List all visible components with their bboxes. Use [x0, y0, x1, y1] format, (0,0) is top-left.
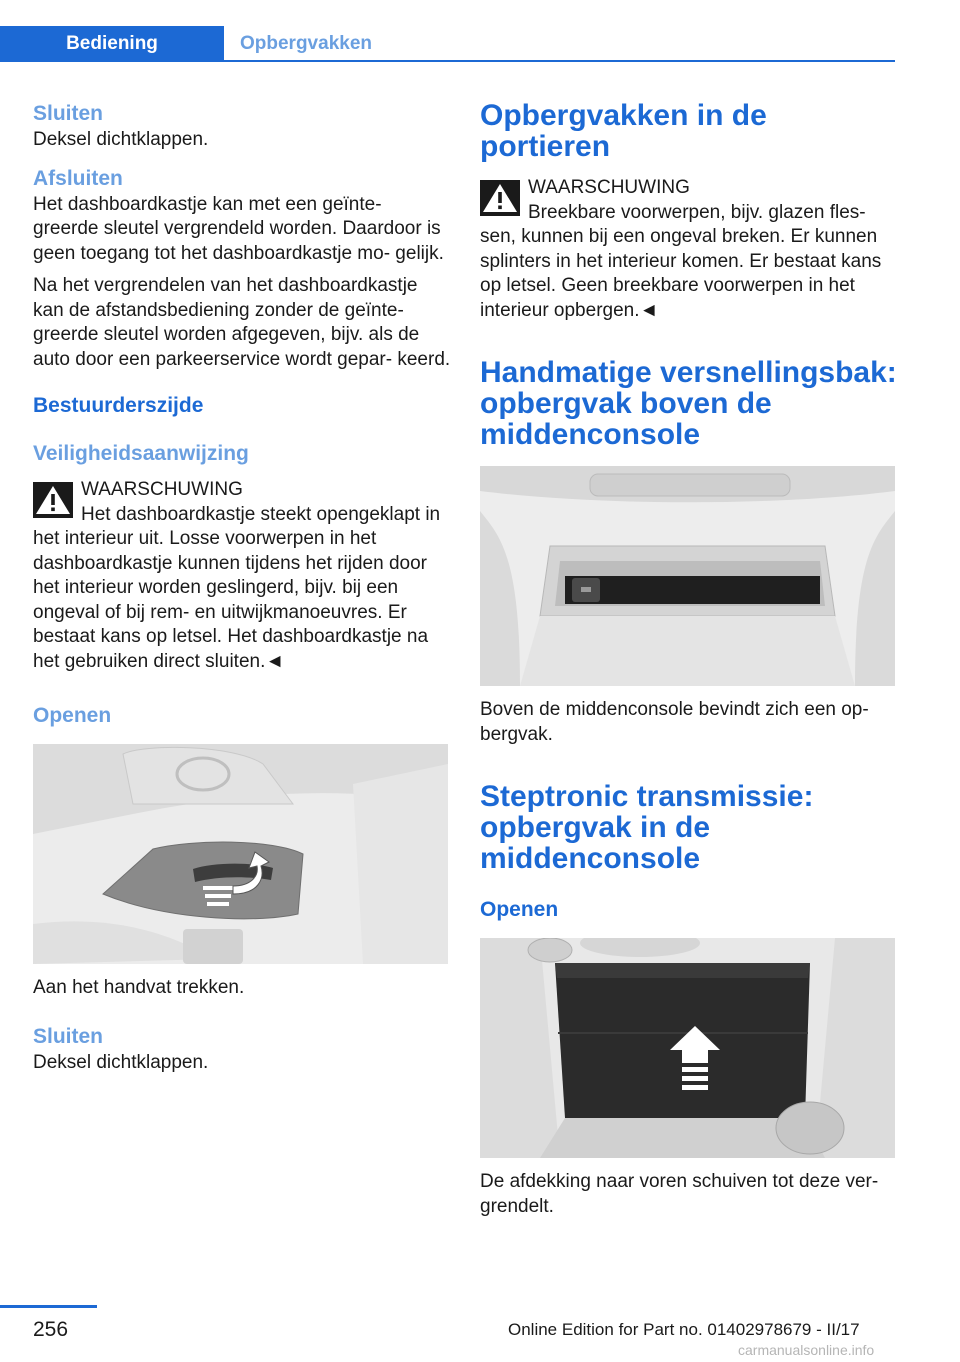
warning-triangle-icon: [480, 180, 520, 216]
warning-block: [33, 478, 451, 674]
tab-opbergvakken[interactable]: Opbergvakken: [240, 33, 372, 54]
steptronic-caption: De afdekking naar voren schuiven tot deze ver- grendelt.: [480, 1171, 879, 1217]
openen-heading: Openen: [33, 704, 112, 727]
openen-caption: Aan het handvat trekken.: [33, 977, 245, 998]
warning-text: Het dashboardkastje steekt opengeklapt in het interieur uit. Losse voorwerpen in het dashboardkastje kunnen tijdens het rijden door het interieur worden geslingerd, bijv. bij een ongeval of bij rem- en uitwijkmanoeuvres. Er bestaat kans op letsel. Het dashboardkastje na het gebruiken direct sluiten.◄: [33, 503, 441, 672]
edition-text: Online Edition for Part no. 01402978679 - II/17: [508, 1320, 860, 1339]
handmatig-heading: Handmatige versnellingsbak: opbergvak boven de middenconsole: [480, 356, 897, 451]
sluiten-heading: Sluiten: [33, 102, 104, 125]
door-warning-title: WAARSCHUWING: [528, 177, 690, 198]
warning-title: WAARSCHUWING: [81, 479, 243, 500]
tab-bediening[interactable]: Bediening: [0, 26, 224, 62]
afsluiten-heading: Afsluiten: [33, 166, 123, 190]
page-header: [0, 26, 895, 62]
overhead-console-image: [480, 466, 895, 686]
sluiten-text: Deksel dichtklappen.: [33, 129, 209, 150]
steptronic-heading: Steptronic transmissie: opbergvak in de middenconsole: [480, 780, 814, 875]
glovebox-open-image: [33, 744, 448, 964]
warning-triangle-icon: [33, 482, 73, 518]
center-console-image: [480, 938, 895, 1158]
portieren-heading: Opbergvakken in de portieren: [480, 99, 767, 163]
bestuurderszijde-heading: Bestuurderszijde: [33, 394, 204, 417]
afsluiten-text-2: Na het vergrendelen van het dashboardkastje kan de afstandsbediening zonder de geïnte- greerde sleutel worden afgegeven, bijv. als de auto door een parkeerservice wordt gepar- keerd.: [33, 275, 451, 370]
veiligheid-heading: Veiligheidsaanwijzing: [33, 442, 249, 465]
left-column: [33, 100, 451, 1083]
footer-accent-line: [0, 1305, 97, 1308]
handmatig-caption: Boven de middenconsole bevindt zich een op- bergvak.: [480, 699, 869, 745]
afsluiten-text-1: Het dashboardkastje kan met een geïnte- greerde sleutel vergrendeld worden. Daardoor is geen toegang tot het dashboardkastje mo- gelijk.: [33, 193, 444, 264]
page-number: 256: [33, 1318, 69, 1341]
door-warning-block: [480, 176, 898, 323]
sluiten2-text: Deksel dichtklappen.: [33, 1051, 209, 1073]
sluiten2-heading: Sluiten: [33, 1024, 104, 1048]
door-warning-text: Breekbare voorwerpen, bijv. glazen fles- sen, kunnen bij een ongeval breken. Er kunnen splinters in het interieur komen. Er bestaat kans op letsel. Geen breekbare voorwerpen in het interieur opbergen.◄: [480, 201, 882, 321]
steptronic-openen-heading: Openen: [480, 898, 559, 921]
right-column: [480, 100, 898, 1227]
watermark: carmanualsonline.info: [738, 1342, 875, 1358]
